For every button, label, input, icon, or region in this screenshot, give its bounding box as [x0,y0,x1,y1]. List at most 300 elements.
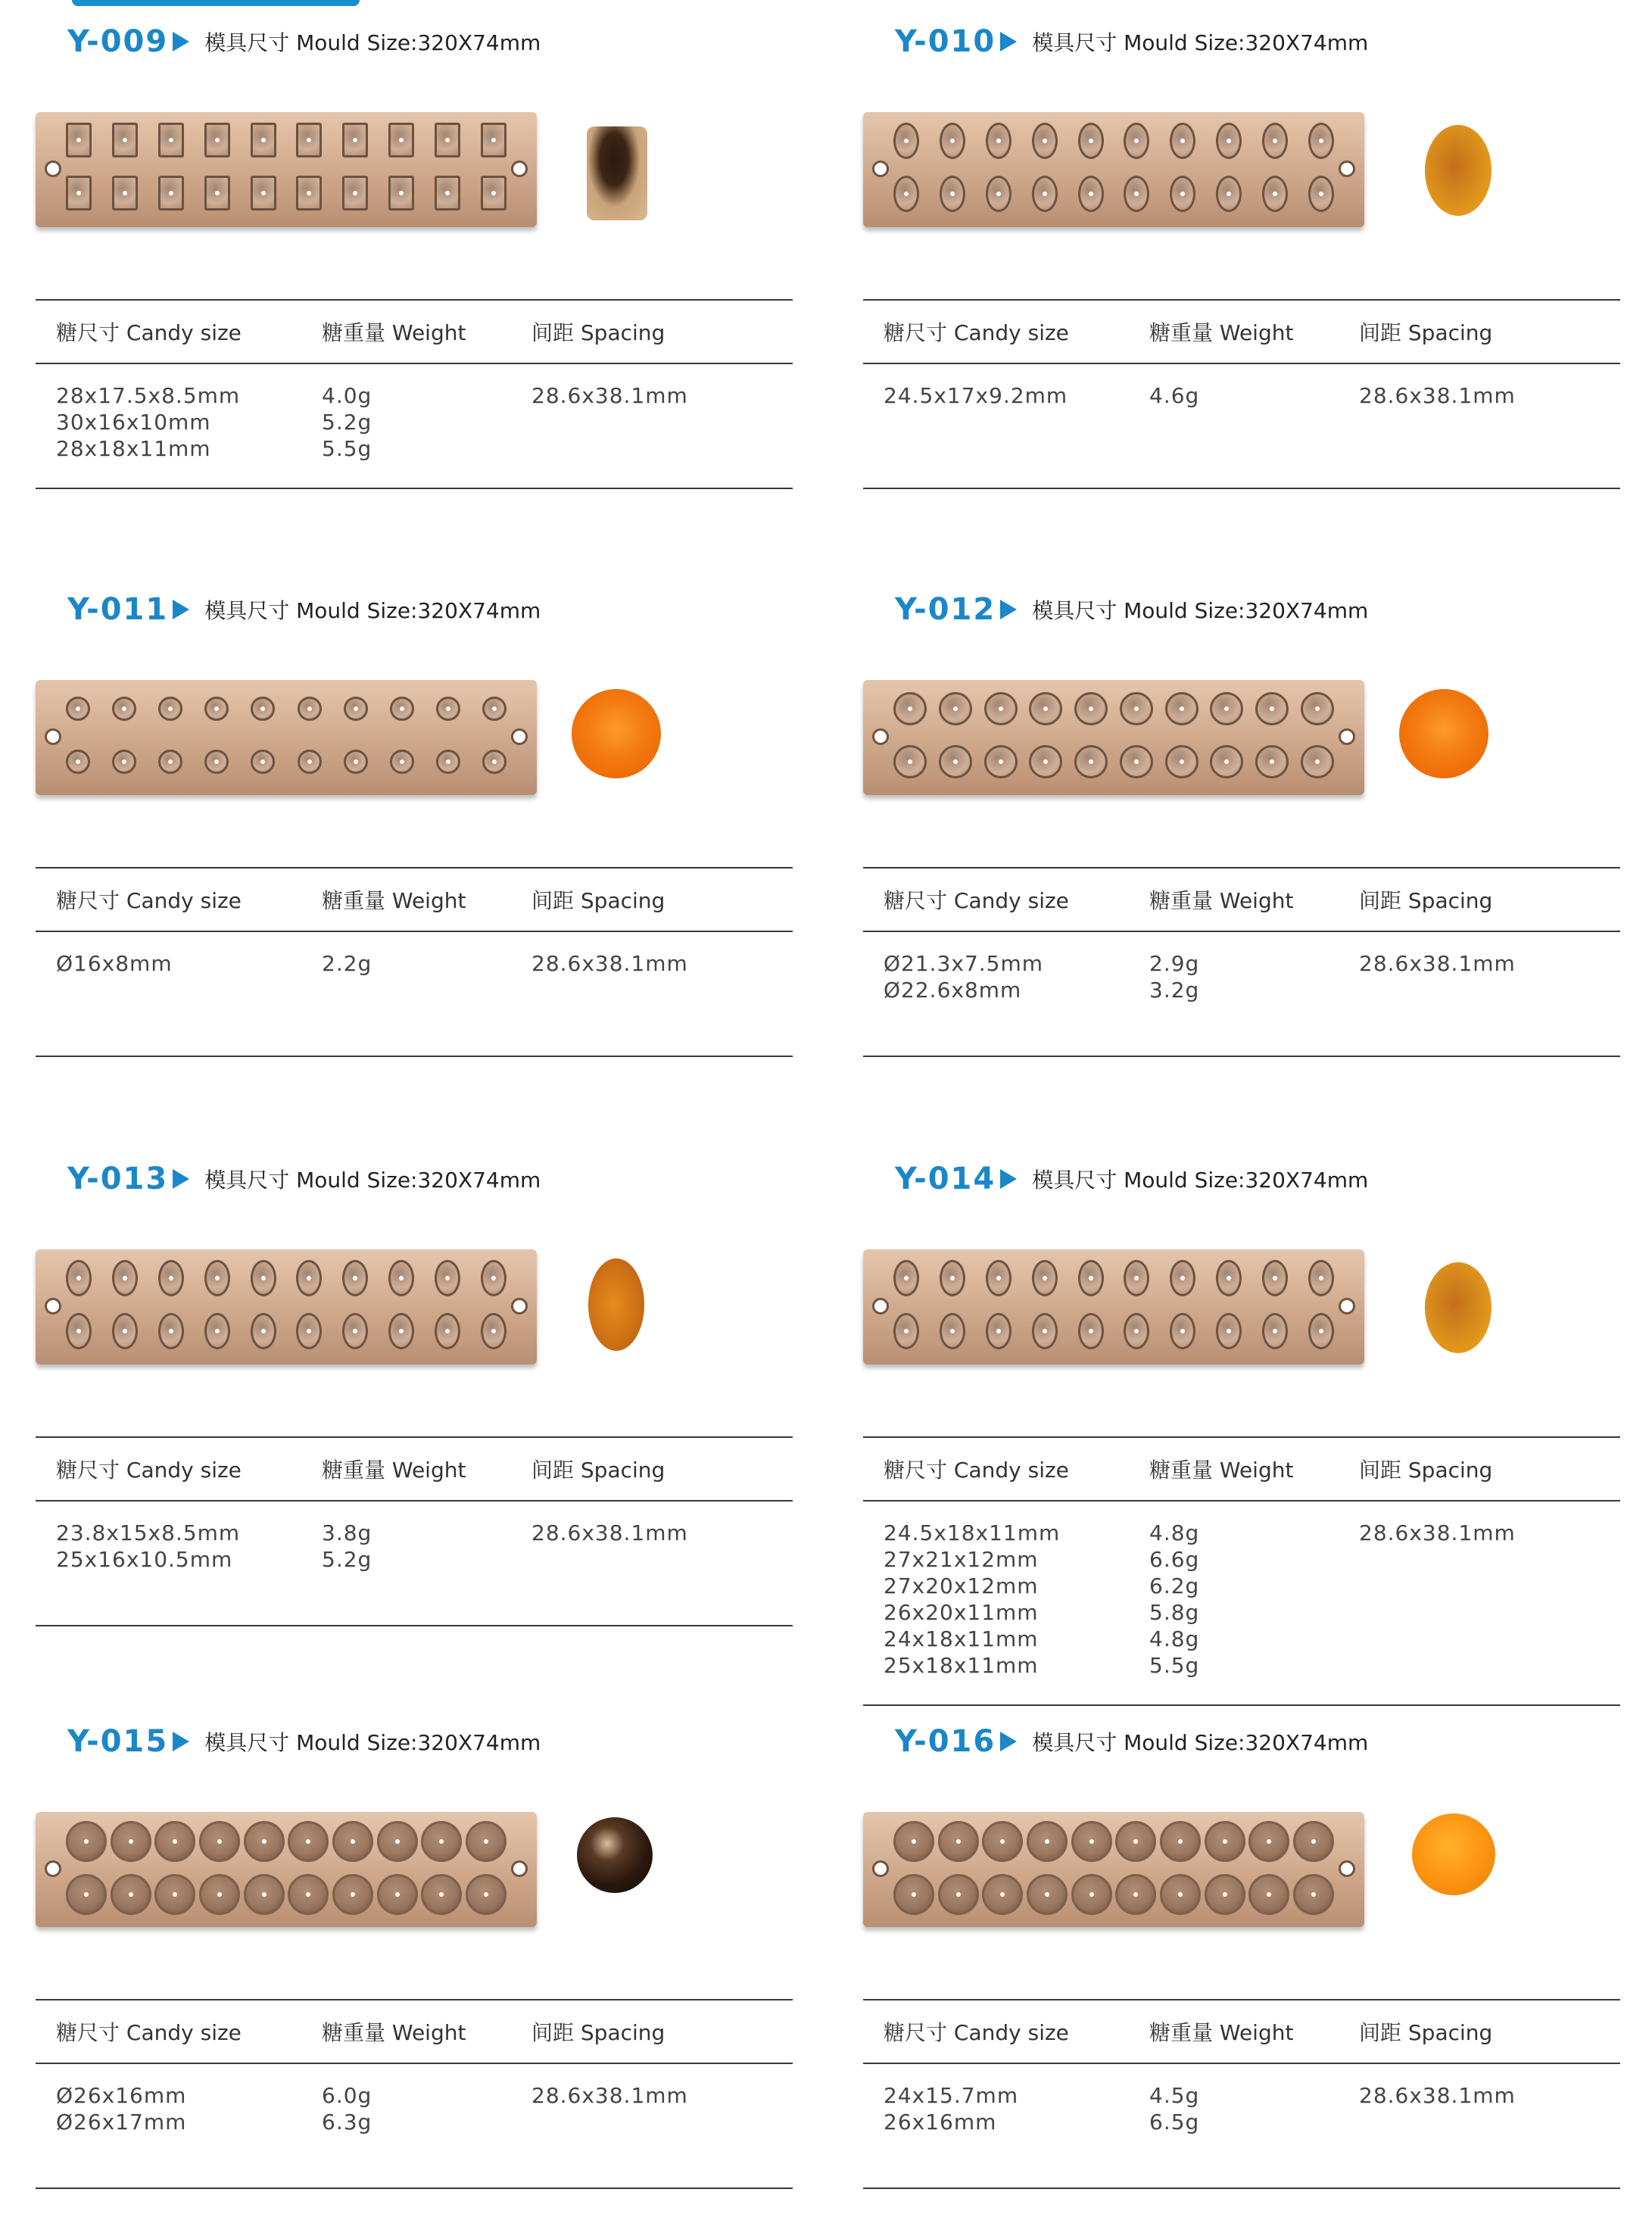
spacing-value: 28.6x38.1mm [1359,383,1516,408]
mould-cavity [112,123,138,157]
mould-cavity [66,1874,107,1915]
table-body [863,2064,1620,2188]
product-code: Y-012 [895,592,996,627]
mould-cavity [1032,1260,1058,1296]
header-weight: 糖重量 Weight [1149,1458,1294,1483]
mould-cavity [388,123,414,157]
mould-cavity [1248,1821,1289,1862]
mould-cavity [986,1313,1011,1349]
spacing-column [1359,1520,1516,1546]
play-arrow-icon [173,1732,189,1751]
mould-cavity [435,1313,460,1349]
mould-cavity [112,750,136,774]
candy-size-value: 26x20x11mm [884,1600,1039,1625]
mounting-hole-left [872,1298,889,1314]
candy-sample-image [572,689,661,778]
candy-sample-image [1412,1813,1495,1895]
table-body [36,2064,793,2188]
table-header [863,2000,1620,2063]
mould-cavity [1210,745,1243,778]
candy-size-value: 28x17.5x8.5mm [56,383,241,408]
weight-column [1149,2082,1199,2135]
mould-size-label: 模具尺寸 Mould Size:320X74mm [204,30,541,55]
mould-cavity [344,697,368,721]
mould-cavity [377,1821,418,1862]
mould-cavity [204,750,229,774]
table-body [36,1502,793,1625]
mould-cavity [158,176,184,210]
mould-cavity [481,123,507,157]
spacing-column [531,382,688,409]
mould-cavity [111,1874,151,1915]
cavity-row-bottom [893,744,1334,778]
mounting-hole-right [511,728,528,745]
mould-cavity [390,750,414,774]
candy-size-value: Ø21.3x7.5mm [884,951,1044,976]
mould-cavity [1078,1260,1104,1296]
mould-cavity [66,1821,107,1862]
header-candy-size: 糖尺寸 Candy size [56,2020,242,2045]
candy-size-column [56,950,173,977]
mould-cavity [1262,1260,1288,1296]
mould-cavity [1078,123,1104,159]
table-body [863,364,1620,488]
header-spacing: 间距 Spacing [531,888,665,913]
play-arrow-icon [173,600,189,619]
candy-size-value: 25x16x10.5mm [56,1547,233,1572]
header-weight: 糖重量 Weight [322,888,466,913]
header-spacing: 间距 Spacing [1359,320,1493,345]
weight-column [1149,950,1199,1003]
mould-size-label: 模具尺寸 Mould Size:320X74mm [1032,598,1369,623]
product-header [895,1156,1368,1202]
mould-cavity [112,176,138,210]
weight-value: 5.5g [322,436,372,461]
table-bottom-rule [36,488,793,489]
header-candy-size: 糖尺寸 Candy size [56,888,242,913]
mould-cavity [1165,745,1198,778]
product-code: Y-010 [895,24,996,59]
header-spacing: 间距 Spacing [1359,1458,1493,1483]
mould-cavity [112,697,136,721]
candy-size-value: Ø26x17mm [56,2110,187,2135]
candy-sample-image [587,126,647,220]
mould-cavity [244,1874,285,1915]
spacing-column [1359,2082,1516,2109]
mould-tray-image [863,680,1364,795]
mould-size-label: 模具尺寸 Mould Size:320X74mm [1032,30,1369,55]
product-code: Y-009 [67,24,169,59]
table-bottom-rule [36,1625,793,1626]
weight-value: 6.2g [1149,1573,1200,1598]
mould-cavity [940,123,965,159]
mould-cavity [288,1874,329,1915]
table-header [863,868,1620,931]
play-arrow-icon [173,1169,189,1189]
header-spacing: 间距 Spacing [1359,2020,1493,2045]
spacing-column [1359,950,1516,977]
weight-value: 6.3g [322,2110,372,2135]
mould-cavity [1210,692,1243,725]
mould-cavity [982,1874,1023,1915]
mould-cavity [1301,745,1334,778]
mould-cavity [390,697,414,721]
header-spacing: 间距 Spacing [531,320,665,345]
mould-cavity [1216,123,1242,159]
weight-value: 4.0g [322,383,372,408]
mould-tray-image [36,112,537,227]
candy-size-value: 27x20x12mm [884,1573,1039,1598]
spec-table [863,299,1620,489]
mounting-hole-right [1339,161,1355,177]
mould-cavity [332,1821,373,1862]
mould-cavity [158,697,182,721]
candy-sample-image [1425,1262,1491,1353]
play-arrow-icon [1000,1732,1017,1751]
mould-cavity [1120,745,1153,778]
candy-sample-image [588,1258,644,1351]
header-candy-size: 糖尺寸 Candy size [884,2020,1069,2045]
mould-cavity [482,750,507,774]
mould-cavity [244,1821,285,1862]
mould-cavity [199,1874,240,1915]
mould-cavity [1078,176,1104,212]
spec-table [36,867,793,1057]
product-header [67,19,541,64]
cavity-row-top [893,691,1334,725]
mould-cavity [344,750,368,774]
mould-cavity [982,1821,1023,1862]
mould-cavity [1027,1874,1068,1915]
top-accent-tab [72,0,360,6]
mould-cavity [893,692,927,725]
table-header [36,868,793,931]
mould-tray-image [863,112,1364,227]
mould-cavity [938,1874,979,1915]
spacing-value: 28.6x38.1mm [531,1520,688,1545]
mould-cavity [940,176,965,212]
spec-table [36,299,793,489]
header-spacing: 间距 Spacing [1359,888,1493,913]
mould-cavity [1124,1260,1149,1296]
weight-column [1149,382,1199,409]
mould-cavity [421,1874,462,1915]
cavity-row-bottom [66,744,507,774]
mould-cavity [938,1821,979,1862]
product-code: Y-013 [67,1162,169,1196]
product-header [895,587,1368,632]
mould-cavity [154,1874,195,1915]
weight-value: 5.2g [322,1547,372,1572]
spacing-value: 28.6x38.1mm [531,951,688,976]
spacing-value: 28.6x38.1mm [531,383,688,408]
mould-cavity [1308,1313,1334,1349]
mould-cavity [939,692,972,725]
cavity-row-bottom [893,1313,1334,1349]
weight-value: 5.5g [1149,1653,1200,1678]
weight-value: 3.8g [322,1520,372,1545]
table-bottom-rule [863,1704,1620,1706]
play-arrow-icon [1000,32,1017,51]
mould-cavity [1165,692,1198,725]
mould-cavity [1170,1313,1195,1349]
mould-cavity [1074,745,1108,778]
candy-size-value: 27x21x12mm [884,1547,1039,1572]
mould-cavity [939,745,972,778]
cavity-row-top [66,1260,507,1296]
mould-cavity [1124,1313,1149,1349]
product-card-y016 [863,1719,1620,2239]
table-header [863,301,1620,363]
weight-value: 4.8g [1149,1626,1200,1651]
product-code: Y-011 [67,592,169,627]
mould-cavity [1160,1874,1201,1915]
mould-cavity [940,1313,965,1349]
mould-cavity [251,1313,276,1349]
mould-cavity [893,745,927,778]
mould-cavity [1170,1260,1195,1296]
mould-cavity [158,1260,184,1296]
mould-cavity [1308,176,1334,212]
play-arrow-icon [1000,1169,1017,1189]
mould-cavity [298,750,322,774]
cavity-row-top [893,123,1334,159]
mounting-hole-right [1339,1860,1355,1877]
mould-size-label: 模具尺寸 Mould Size:320X74mm [1032,1168,1369,1193]
mould-cavity [1216,1313,1242,1349]
mould-tray-image [36,680,537,795]
product-header [895,1719,1368,1764]
mould-tray-image [863,1812,1364,1927]
mould-cavity [893,1260,919,1296]
mould-cavity [204,1313,230,1349]
mould-cavity [893,1313,919,1349]
candy-size-value: 23.8x15x8.5mm [56,1520,241,1545]
spec-table [863,1436,1620,1706]
mould-cavity [377,1874,418,1915]
weight-value: 2.9g [1149,951,1200,976]
header-weight: 糖重量 Weight [322,1458,466,1483]
mould-cavity [1293,1874,1334,1915]
candy-sample-image [1425,125,1491,216]
mould-cavity [112,1313,138,1349]
candy-size-value: 26x16mm [884,2110,997,2135]
mould-cavity [388,1260,414,1296]
mould-cavity [1308,123,1334,159]
weight-value: 4.5g [1149,2083,1200,2108]
mould-cavity [1262,123,1288,159]
weight-column [322,382,372,462]
product-header [67,1156,541,1202]
mould-cavity [342,1313,368,1349]
table-body [36,364,793,488]
candy-size-column [56,2082,186,2135]
spec-table [36,1436,793,1626]
candy-size-column [56,1520,240,1573]
mould-cavity [342,176,368,210]
table-bottom-rule [863,488,1620,489]
mould-cavity [342,1260,368,1296]
mounting-hole-right [511,1860,528,1877]
header-candy-size: 糖尺寸 Candy size [884,888,1069,913]
mould-cavity [1170,176,1195,212]
header-candy-size: 糖尺寸 Candy size [884,1458,1069,1483]
product-code: Y-014 [895,1162,996,1196]
product-card-y009 [36,19,793,579]
header-spacing: 间距 Spacing [531,1458,665,1483]
cavity-row-bottom [66,1876,507,1915]
mould-cavity [481,176,507,210]
mould-cavity [1029,692,1062,725]
mould-cavity [481,1260,507,1296]
table-bottom-rule [863,2188,1620,2189]
product-header [67,1719,541,1764]
candy-size-value: 24x15.7mm [884,2083,1019,2108]
spacing-value: 28.6x38.1mm [1359,1520,1516,1545]
cavity-row-top [893,1823,1334,1862]
mould-cavity [1262,1313,1288,1349]
mould-cavity [204,123,230,157]
weight-value: 2.2g [322,951,372,976]
mould-cavity [986,123,1011,159]
mounting-hole-right [1339,728,1355,745]
header-candy-size: 糖尺寸 Candy size [56,320,242,345]
mould-cavity [940,1260,965,1296]
mould-cavity [388,176,414,210]
mould-cavity [1216,1260,1242,1296]
table-header [36,1438,793,1500]
table-header [863,1438,1620,1500]
weight-value: 3.2g [1149,978,1200,1003]
mould-size-label: 模具尺寸 Mould Size:320X74mm [1032,1730,1369,1755]
header-weight: 糖重量 Weight [1149,320,1294,345]
mounting-hole-left [45,728,61,745]
cavity-row-bottom [66,1313,507,1349]
mould-size-label: 模具尺寸 Mould Size:320X74mm [204,1168,541,1193]
mould-cavity [298,697,322,721]
mould-cavity [204,697,229,721]
mould-cavity [388,1313,414,1349]
table-bottom-rule [36,1056,793,1057]
spacing-column [531,1520,688,1546]
mould-cavity [1120,692,1153,725]
mould-cavity [66,123,92,157]
candy-size-value: 30x16x10mm [56,410,211,435]
table-header [36,301,793,363]
mould-cavity [986,176,1011,212]
mould-cavity [1032,1313,1058,1349]
product-card-y013 [36,1156,793,1717]
mould-cavity [1115,1821,1156,1862]
table-body [36,932,793,1056]
candy-size-column [884,382,1068,409]
spacing-column [531,2082,688,2109]
mould-cavity [66,750,90,774]
weight-value: 5.8g [1149,1600,1200,1625]
mould-cavity [893,176,919,212]
mould-cavity [482,697,507,721]
mould-cavity [1027,1821,1068,1862]
mould-cavity [893,1821,934,1862]
header-candy-size: 糖尺寸 Candy size [56,1458,242,1483]
mould-cavity [893,123,919,159]
mould-cavity [1248,1874,1289,1915]
weight-column [322,1520,372,1573]
mould-cavity [332,1874,373,1915]
cavity-row-bottom [66,176,507,210]
mould-cavity [296,1260,322,1296]
mould-cavity [199,1821,240,1862]
mould-size-label: 模具尺寸 Mould Size:320X74mm [204,1730,541,1755]
mould-cavity [66,1313,92,1349]
mould-cavity [66,176,92,210]
mould-cavity [1255,745,1289,778]
mould-cavity [251,176,276,210]
weight-value: 4.8g [1149,1520,1200,1545]
mounting-hole-left [872,161,889,177]
mounting-hole-right [511,161,528,177]
mould-cavity [436,697,460,721]
spacing-value: 28.6x38.1mm [531,2083,688,2108]
mould-cavity [1071,1821,1112,1862]
mounting-hole-left [45,161,61,177]
weight-value: 5.2g [322,410,372,435]
mounting-hole-right [511,1298,528,1314]
weight-value: 6.6g [1149,1547,1200,1572]
mould-cavity [296,1313,322,1349]
candy-size-column [56,382,240,462]
candy-size-value: 24.5x17x9.2mm [884,383,1068,408]
mould-cavity [251,750,275,774]
header-spacing: 间距 Spacing [531,2020,665,2045]
mould-cavity [1032,123,1058,159]
mould-cavity [342,123,368,157]
header-candy-size: 糖尺寸 Candy size [884,320,1069,345]
mould-cavity [1078,1313,1104,1349]
mould-cavity [111,1821,151,1862]
header-weight: 糖重量 Weight [1149,888,1294,913]
product-code: Y-016 [895,1724,996,1759]
table-body [863,1502,1620,1704]
mould-cavity [296,123,322,157]
mould-cavity [435,1260,460,1296]
product-card-y012 [863,587,1620,1147]
table-bottom-rule [863,1056,1620,1057]
mounting-hole-left [872,728,889,745]
candy-size-value: Ø16x8mm [56,951,173,976]
mould-cavity [288,1821,329,1862]
weight-column [322,950,372,977]
mould-cavity [1255,692,1289,725]
mould-cavity [204,176,230,210]
mould-cavity [1124,123,1149,159]
weight-value: 6.5g [1149,2110,1200,2135]
mould-cavity [296,176,322,210]
mould-cavity [986,1260,1011,1296]
mould-cavity [1029,745,1062,778]
product-card-y011 [36,587,793,1147]
mould-cavity [158,123,184,157]
mould-cavity [984,692,1018,725]
candy-size-value: 28x18x11mm [56,436,211,461]
mould-cavity [466,1821,507,1862]
mould-cavity [1308,1260,1334,1296]
product-card-y010 [863,19,1620,579]
mould-cavity [893,1874,934,1915]
mould-size-label: 模具尺寸 Mould Size:320X74mm [204,598,541,623]
mould-tray-image [863,1249,1364,1364]
candy-size-value: Ø26x16mm [56,2083,187,2108]
